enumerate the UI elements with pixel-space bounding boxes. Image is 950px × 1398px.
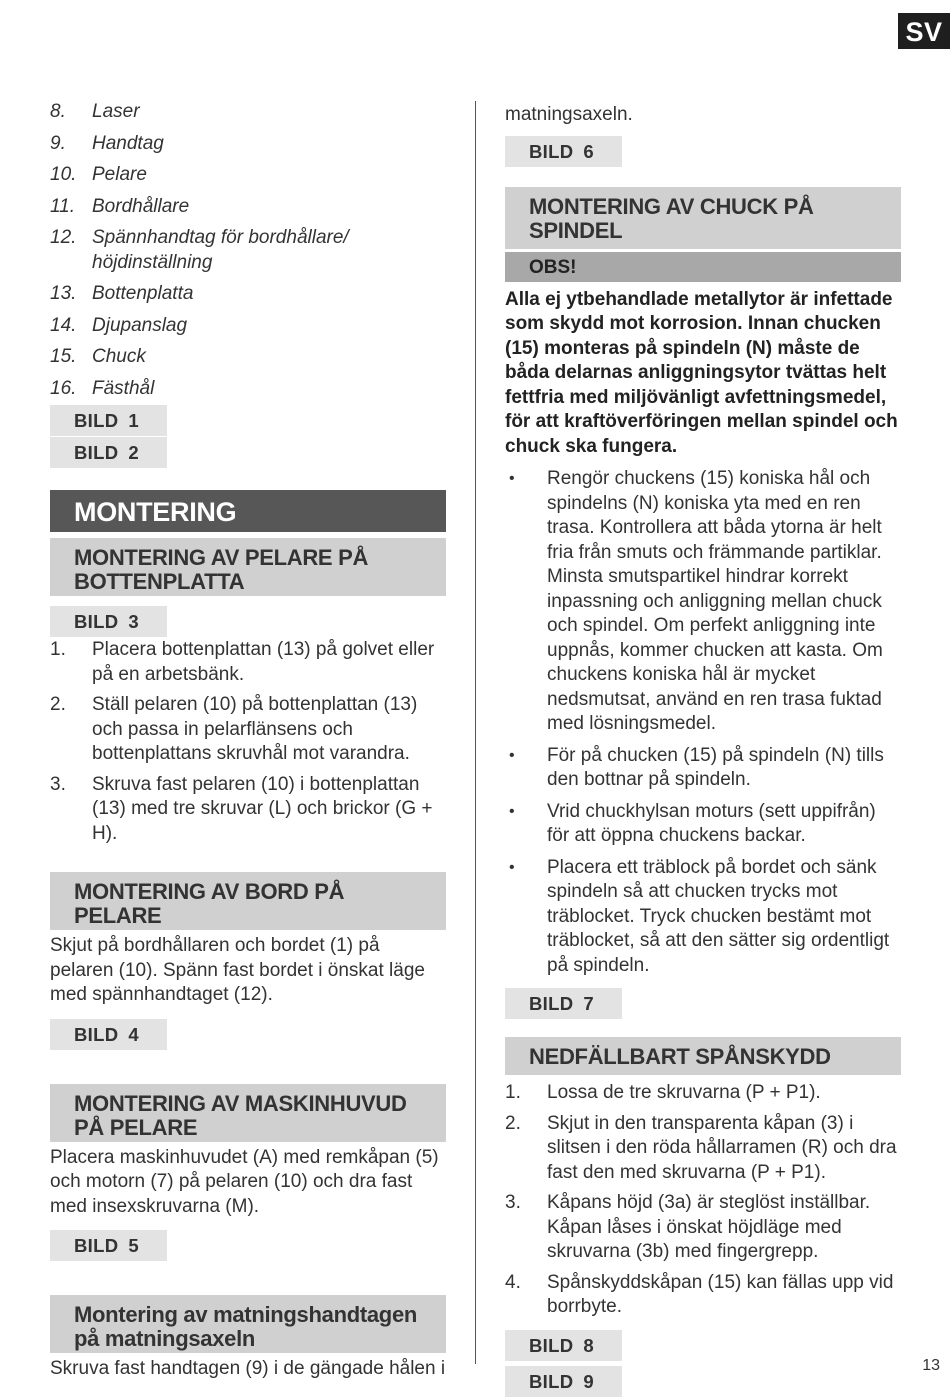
language-tab: SV [898,13,950,49]
page-number: 13 [922,1357,940,1374]
list-item: 8. Laser [50,101,140,122]
right-column [505,103,901,1398]
obs-text: Alla ej ytbehandlade metallytor är infettade som skydd mot korrosion. Innan chucken (15) monteras på spindeln (N) måste de båda delarnas anliggningsytor tvättas helt fettfria med miljövänligt avfettningsmedel, för att kraftöverföringen mellan spindel och chuck ska fungera. [505,288,898,457]
heading-maskinhuvud: MONTERING AV MASKINHUVUD PÅ PELARE [50,1084,446,1142]
list-item: 15. Chuck [50,346,146,367]
list-item: 9. Handtag [50,132,164,154]
parts-list [50,100,446,401]
figure-ref-3: BILD 3 [50,606,167,637]
figure-ref-5: BILD 5 [50,1230,167,1261]
list-item: • Vrid chuckhylsan moturs (sett uppifrån) för att öppna chuckens backar. [509,800,876,846]
list-item: 13. Bottenplatta [50,283,194,304]
figure-ref-4: BILD 4 [50,1019,167,1050]
spanskydd-steps [505,1081,901,1320]
figure-ref-2: BILD 2 [50,437,167,468]
left-column [50,100,446,1382]
column-divider [475,101,476,1364]
heading-spanskydd: NEDFÄLLBART SPÅNSKYDD [505,1037,901,1075]
matningshandtagen-text: Skruva fast handtagen (9) i de gängade hålen i [50,1358,446,1379]
list-item: 3. Kåpans höjd (3a) är steglöst inställbar. Kåpan låses i önskat höjdläge med skruvarna (3b) med fingergrepp. [505,1192,871,1262]
list-item: • För på chucken (15) på spindeln (N) tills den bottnar på spindeln. [509,744,884,790]
list-item: 16. Fästhål [50,377,155,399]
list-item: 12. Spännhandtag för bordhållare/ höjdinställning [50,227,349,273]
maskinhuvud-text: Placera maskinhuvudet (A) med remkåpan (5) och motorn (7) på pelaren (10) och dra fast med insexskruvarna (M). [50,1146,439,1217]
list-item: 1. Lossa de tre skruvarna (P + P1). [505,1082,821,1103]
figure-ref-8: BILD 8 [505,1330,622,1361]
pelare-steps [50,638,446,846]
figure-ref-1: BILD 1 [50,405,167,436]
list-item: • Rengör chuckens (15) koniska hål och spindelns (N) koniska yta med en ren trasa. Kontrollera att båda ytorna är helt fria från smuts och främmande partiklar. Minsta smutspartikel hindrar korrekt inpassning och anliggning mellan chuck och spindel. Om perfekt anliggning inte uppnås, kommer chucken att kasta. Om chuckens koniska hål är mycket nedsmutsat, använd en ren trasa fuktad med lösningsmedel. [509,468,883,734]
figure-ref-9: BILD 9 [505,1366,622,1397]
list-item: 10. Pelare [50,164,147,185]
list-item: 14. Djupanslag [50,314,188,336]
list-item: 2. Ställ pelaren (10) på bottenplattan (13) och passa in pelarflänsens och bottenplattans skruvhål mot varandra. [50,694,418,764]
heading-bord: MONTERING AV BORD PÅ PELARE [50,872,446,930]
list-item: 3. Skruva fast pelaren (10) i bottenplattan (13) med tre skruvar (L) och brickor (G + H). [50,773,433,844]
heading-matningshandtagen: Montering av matningshandtagen på matningsaxeln [50,1295,446,1353]
obs-label: OBS! [505,252,901,282]
list-item: • Placera ett träblock på bordet och sänk spindeln så att chucken trycks mot träblocket. Tryck chucken bestämt mot träblocket, så att den sätter sig ordentligt på spindeln. [509,856,890,976]
bord-text: Skjut på bordhållaren och bordet (1) på pelaren (10). Spänn fast bordet i önskat läge med spännhandtaget (12). [50,935,425,1005]
chuck-bullets [505,467,901,978]
heading-pelare: MONTERING AV PELARE PÅ BOTTENPLATTA [50,538,446,596]
list-item: 4. Spånskyddskåpan (15) kan fällas upp vid borrbyte. [505,1271,894,1317]
figure-ref-7: BILD 7 [505,988,622,1019]
list-item: 1. Placera bottenplattan (13) på golvet eller på en arbetsbänk. [50,639,435,685]
heading-chuck: MONTERING AV CHUCK PÅ SPINDEL [505,187,901,249]
section-title-montering: MONTERING [50,490,446,532]
list-item: 11. Bordhållare [50,195,190,217]
figure-ref-6: BILD 6 [505,136,622,167]
list-item: 2. Skjut in den transparenta kåpan (3) i slitsen i den röda hållarramen (R) och dra fast den med skruvarna (P + P1). [505,1112,897,1183]
matningshandtagen-text-cont: matningsaxeln. [505,104,633,125]
